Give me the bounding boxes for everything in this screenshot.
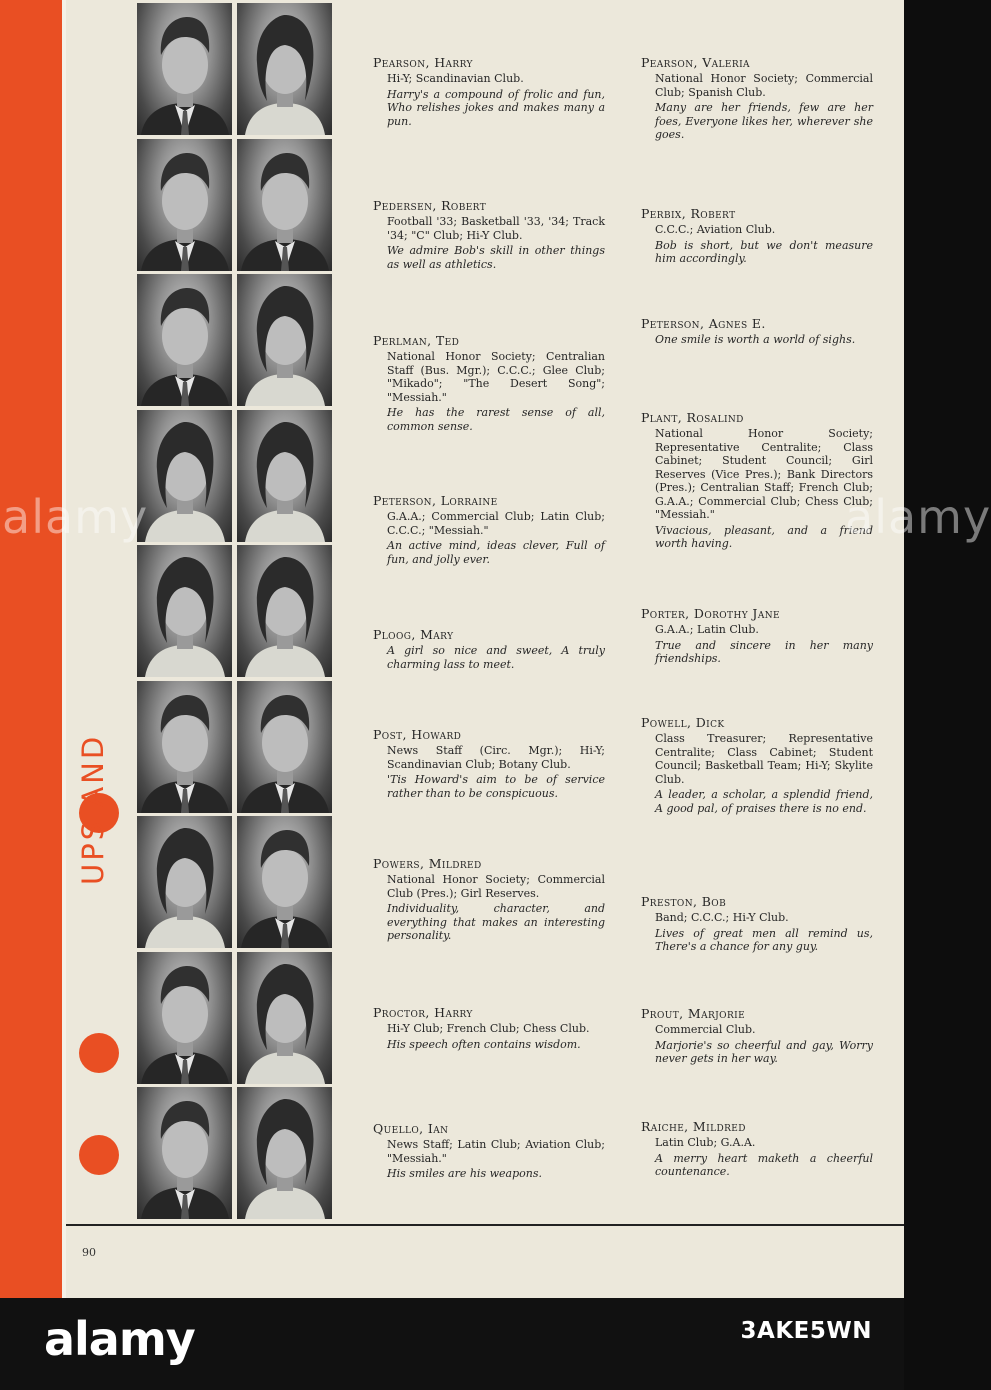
student-portrait-photo [237,139,332,271]
student-portrait-photo [237,410,332,542]
student-activities: National Honor Society; Commercial Club (Pres.); Girl Reserves. [387,873,605,900]
student-entry [641,1119,873,1179]
student-name: Porter, Dorothy Jane [641,606,780,621]
student-activities: Band; C.C.C.; Hi-Y Club. [655,911,789,924]
student-activities: Latin Club; G.A.A. [655,1136,756,1149]
student-quote: A girl so nice and sweet, A truly charming lass to meet. [387,644,605,671]
student-portrait-photo [237,545,332,677]
student-quote: 'Tis Howard's aim to be of service rather than to be conspicuous. [387,773,605,800]
student-portrait-photo [137,3,232,135]
student-entry [641,206,873,266]
student-quote: An active mind, ideas clever, Full of fun, and jolly ever. [387,539,605,566]
student-entry [373,1005,605,1051]
student-entry [373,198,605,271]
student-entry [373,1121,605,1181]
student-quote: His speech often contains wisdom. [387,1037,581,1051]
student-activities: G.A.A.; Commercial Club; Latin Club; C.C.C.; "Messiah." [387,510,605,537]
student-entry [373,856,605,943]
student-portrait-photo [237,952,332,1084]
student-activities: C.C.C.; Aviation Club. [655,223,776,236]
student-activities: National Honor Society; Commercial Club; Spanish Club. [655,72,873,99]
student-portrait-photo [137,1087,232,1219]
page-number: 90 [82,1246,96,1259]
student-portrait-photo [137,816,232,948]
student-name: Pedersen, Robert [373,198,487,213]
student-entry [641,715,873,815]
student-entry [641,55,873,142]
student-portrait-photo [137,410,232,542]
student-entry [373,493,605,566]
student-quote: Harry's a compound of frolic and fun, Who relishes jokes and makes many a pun. [387,87,605,128]
student-entry [641,316,873,347]
student-name: Pearson, Valeria [641,55,750,70]
student-name: Plant, Rosalind [641,410,744,425]
student-name: Peterson, Agnes E. [641,316,766,331]
student-name: Peterson, Lorraine [373,493,498,508]
student-entry [641,894,873,954]
student-activities: National Honor Society; Representative Centralite; Class Cabinet; Student Council; Girl Reserves (Vice Pres.); Bank Directors (Pres.); Centralian Staff; French Club; G.A.A.; Commercial Club; Chess Club; "Messiah." [655,427,873,521]
student-activities: Hi-Y; Scandinavian Club. [387,72,524,85]
student-name: Proctor, Harry [373,1005,473,1020]
student-entry [373,727,605,800]
student-name: Pearson, Harry [373,55,473,70]
student-quote: True and sincere in her many friendships. [655,638,873,665]
student-quote: One smile is worth a world of sighs. [655,333,856,346]
student-quote: A merry heart maketh a cheerful countenance. [655,1151,873,1178]
side-bar-gap [62,0,66,1298]
student-quote: We admire Bob's skill in other things as well as athletics. [387,244,605,271]
student-quote: Many are her friends, few are her foes, Everyone likes her, wherever she goes. [655,101,873,141]
student-activities: Commercial Club. [655,1023,756,1036]
student-quote: A leader, a scholar, a splendid friend, A good pal, of praises there is no end. [655,788,873,815]
student-entry [641,410,873,551]
student-quote: Lives of great men all remind us, There's a chance for any guy. [655,926,873,953]
student-name: Raiche, Mildred [641,1119,746,1134]
watermark-right: alamy [845,490,991,544]
student-portrait-photo [137,952,232,1084]
student-portrait-photo [237,274,332,406]
student-quote: Marjorie's so cheerful and gay, Worry never gets in her way. [655,1038,873,1065]
student-quote: He has the rarest sense of all, common sense. [387,406,605,433]
student-portrait-photo [137,545,232,677]
student-activities: Hi-Y Club; French Club; Chess Club. [387,1022,590,1035]
watermark-left: alamy [2,490,149,544]
footer-image-id: 3AKE5WN [740,1318,872,1344]
student-entry [373,55,605,128]
student-portrait-photo [237,1087,332,1219]
student-name: Powers, Mildred [373,856,482,871]
student-activities: News Staff; Latin Club; Aviation Club; "Messiah." [387,1138,605,1165]
student-activities: National Honor Society; Centralian Staff (Bus. Mgr.); C.C.C.; Glee Club; "Mikado"; "The Desert Song"; "Messiah." [387,350,605,404]
student-entry [373,333,605,433]
bottom-rule [66,1224,904,1226]
student-portrait-photo [237,681,332,813]
student-activities: Football '33; Basketball '33, '34; Track '34; "C" Club; Hi-Y Club. [387,215,605,242]
student-name: Perbix, Robert [641,206,736,221]
student-name: Powell, Dick [641,715,725,730]
student-quote: Individuality, character, and everything that makes an interesting personality. [387,902,605,942]
student-name: Post, Howard [373,727,462,742]
student-portrait-photo [237,816,332,948]
student-name: Perlman, Ted [373,333,460,348]
student-quote: Vivacious, pleasant, and a friend worth having. [655,523,873,550]
student-quote: Bob is short, but we don't measure him accordingly. [655,238,873,265]
orange-side-bar [0,0,62,1298]
side-title: UPS AND [76,733,110,885]
student-entry [641,1006,873,1066]
student-portrait-photo [137,681,232,813]
student-entry [373,627,605,671]
student-activities: G.A.A.; Latin Club. [655,623,759,636]
student-entry [641,606,873,666]
student-name: Ploog, Mary [373,627,454,642]
student-name: Prout, Marjorie [641,1006,746,1021]
orange-dot-bottom [79,1135,119,1175]
student-name: Quello, Ian [373,1121,449,1136]
student-portrait-photo [237,3,332,135]
orange-dot-middle [79,1033,119,1073]
student-name: Preston, Bob [641,894,727,909]
student-activities: News Staff (Circ. Mgr.); Hi-Y; Scandinavian Club; Botany Club. [387,744,605,771]
student-portrait-photo [137,274,232,406]
student-portrait-photo [137,139,232,271]
student-activities: Class Treasurer; Representative Centralite; Class Cabinet; Student Council; Basketball Team; Hi-Y; Skylite Club. [655,732,873,786]
footer-logo: alamy [44,1312,195,1366]
student-quote: His smiles are his weapons. [387,1167,542,1180]
